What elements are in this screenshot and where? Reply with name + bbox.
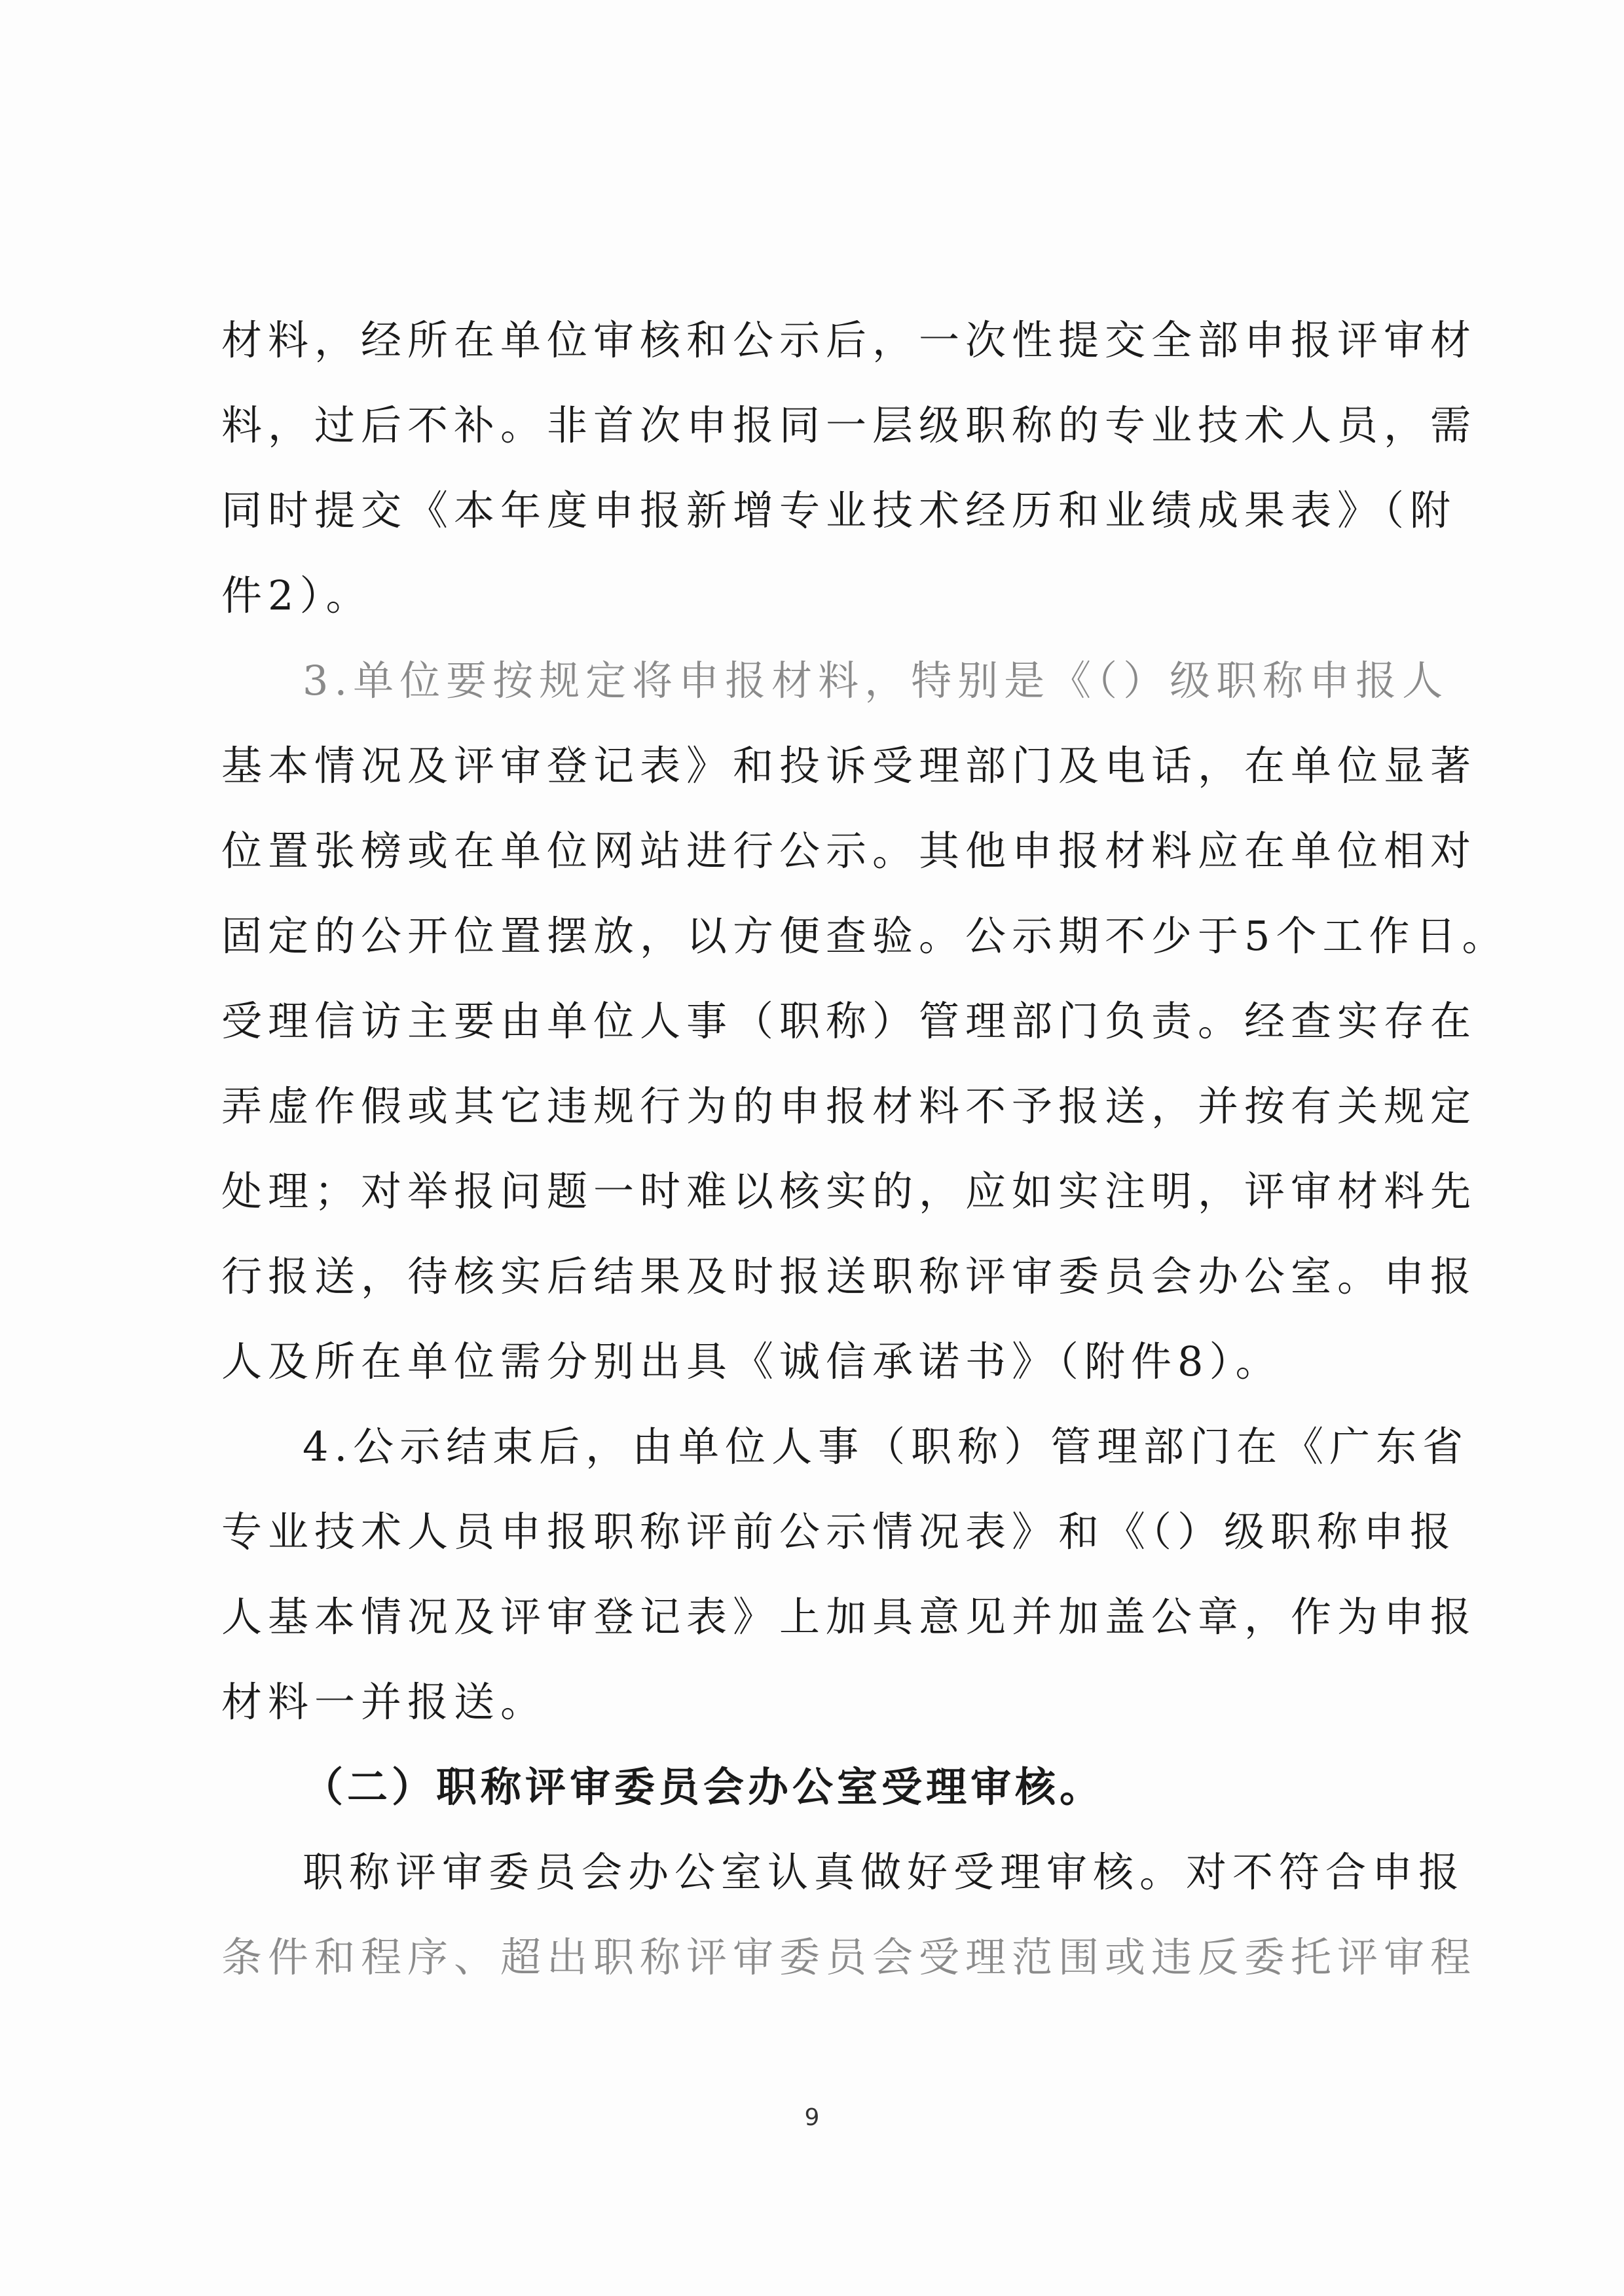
text-line: 人基本情况及评审登记表》上加具意见并加盖公章，作为申报 [221, 1593, 1477, 1641]
text-line: 人及所在单位需分别出具《诚信承诺书》（附件8）。 [221, 1338, 1282, 1385]
text-line: 处理；对举报问题一时难以核实的，应如实注明，评审材料先 [221, 1167, 1477, 1215]
text-line: 固定的公开位置摆放，以方便查验。公示期不少于5个工作日。 [221, 912, 1509, 960]
body-text [221, 298, 1509, 2000]
paragraph-4-start: 4.公示结束后，由单位人事（职称）管理部门在《广东省 [303, 1423, 1469, 1470]
paragraph-start: 职称评审委员会办公室认真做好受理审核。对不符合申报 [303, 1848, 1466, 1896]
text-line: 弄虚作假或其它违规行为的申报材料不予报送，并按有关规定 [221, 1082, 1477, 1130]
text-line: 材料一并报送。 [221, 1678, 547, 1726]
section-heading: （二）职称评审委员会办公室受理审核。 [303, 1763, 1105, 1811]
paragraph-3-start: 3.单位要按规定将申报材料，特别是《（）级职称申报人 [303, 657, 1449, 704]
text-line: 位置张榜或在单位网站进行公示。其他申报材料应在单位相对 [221, 827, 1477, 875]
text-line: 料，过后不补。非首次申报同一层级职称的专业技术人员，需 [221, 401, 1477, 449]
text-line: 行报送，待核实后结果及时报送职称评审委员会办公室。申报 [221, 1252, 1477, 1300]
text-line: 基本情况及评审登记表》和投诉受理部门及电话，在单位显著 [221, 742, 1477, 790]
text-line: 专业技术人员申报职称评前公示情况表》和《（）级职称申报 [221, 1508, 1457, 1556]
text-line: 受理信访主要由单位人事（职称）管理部门负责。经查实存在 [221, 997, 1477, 1045]
text-line: 件2）。 [221, 572, 373, 619]
text-line: 同时提交《本年度申报新增专业技术经历和业绩成果表》（附 [221, 486, 1457, 534]
text-line: 条件和程序、超出职称评审委员会受理范围或违反委托评审程 [221, 1933, 1477, 1981]
page-number: 9 [804, 2104, 820, 2131]
text-line: 材料，经所在单位审核和公示后，一次性提交全部申报评审材 [221, 316, 1477, 364]
